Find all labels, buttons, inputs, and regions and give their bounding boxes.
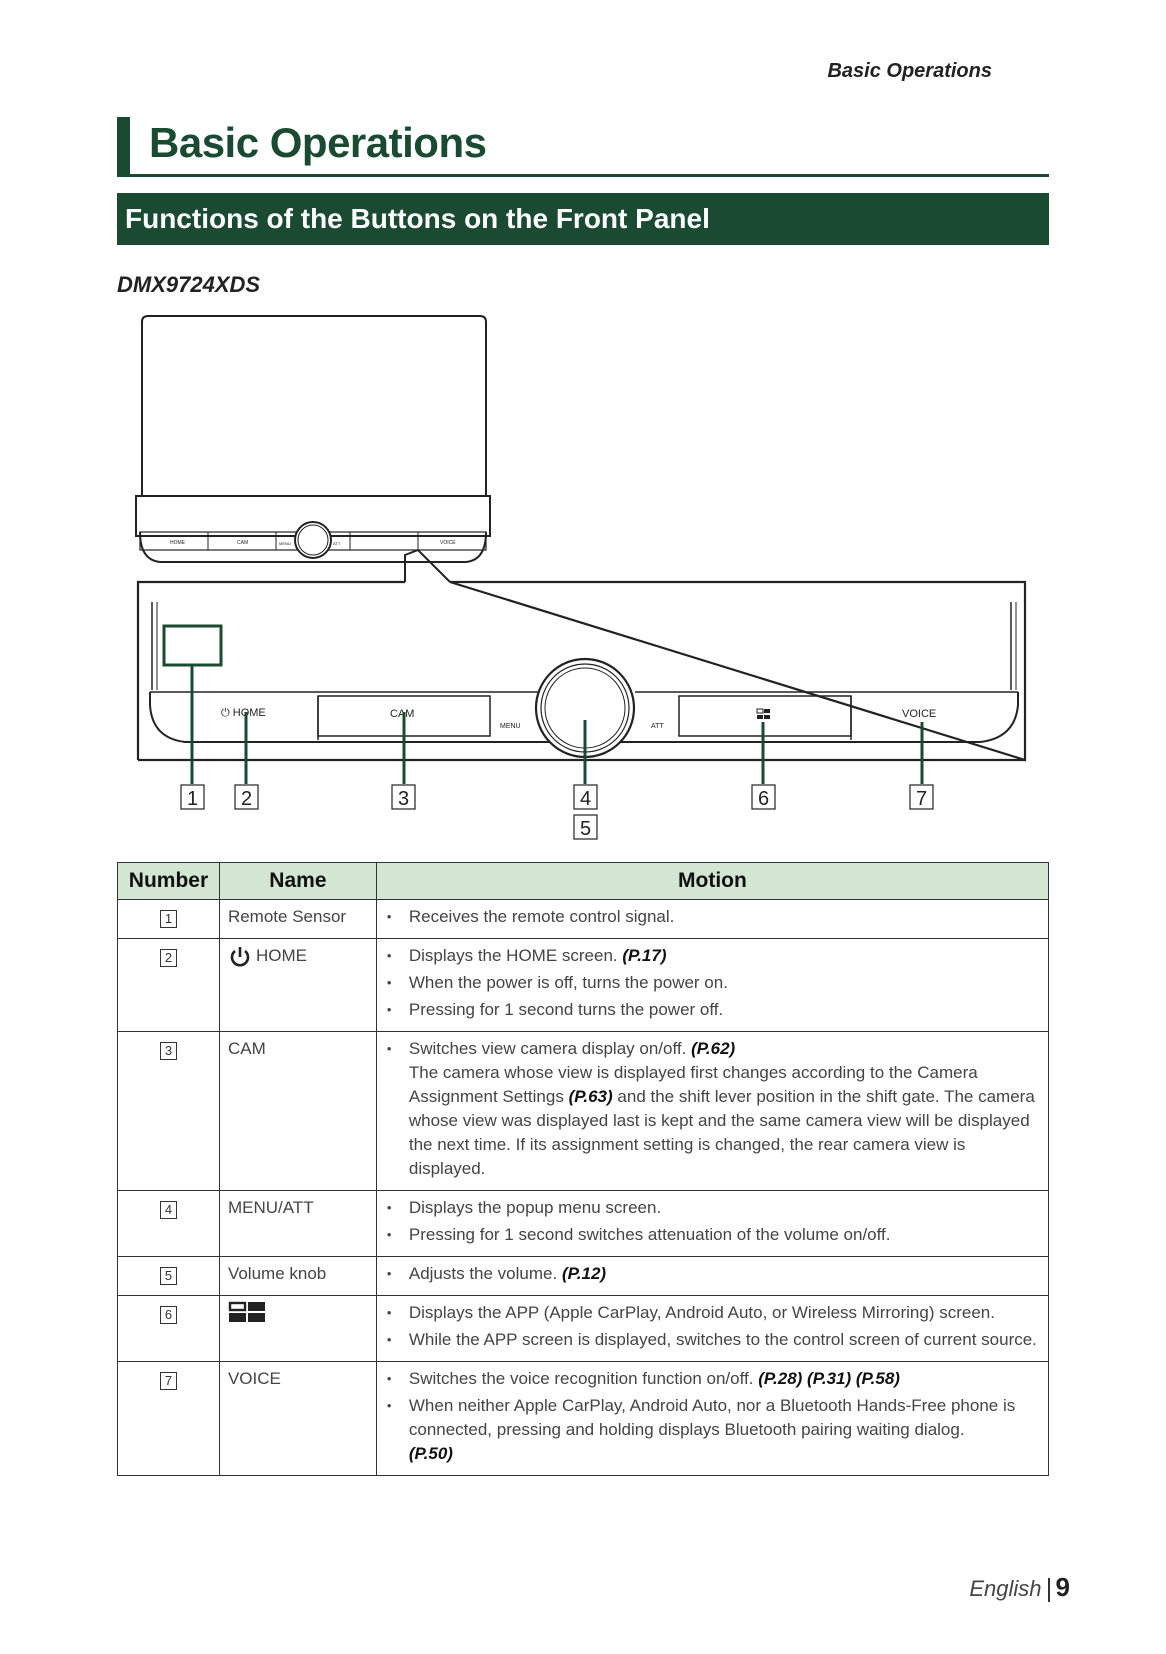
row-name: Volume knob [219, 1257, 376, 1296]
row-number: 5 [160, 1267, 177, 1285]
page-reference: (P.50) [408, 1444, 453, 1463]
zoomed-front-panel [138, 582, 1025, 760]
row-name: HOME [255, 946, 307, 965]
table-row [118, 1191, 1049, 1257]
small-voice-label: VOICE [440, 540, 456, 546]
cam-button-label: CAM [390, 708, 415, 720]
motion-item: • Switches view camera display on/off. (P.62) The camera whose view is displayed first changes according to the Camera Assignment Settings (P.63) and the shift lever position in the shift gate. The camera whose view was displayed last is kept and the same camera view will be displayed the next time. If its assignment setting is changed, the rear camera view is displayed. [385, 1037, 1040, 1181]
table-row [118, 900, 1049, 939]
page-reference: (P.28) (P.31) (P.58) [758, 1369, 900, 1388]
callout-3: 3 [397, 788, 410, 810]
row-number: 7 [160, 1372, 177, 1390]
row-number: 2 [160, 949, 177, 967]
small-att-label: ATT [333, 541, 341, 546]
row-number: 4 [160, 1201, 177, 1219]
motion-item: • Displays the HOME screen. (P.17) [385, 944, 1040, 968]
col-header-name: Name [219, 863, 376, 900]
table-row [118, 1032, 1049, 1191]
page-footer [969, 1572, 1070, 1603]
running-header: Basic Operations [827, 60, 992, 82]
footer-divider [1048, 1578, 1050, 1602]
small-cam-label: CAM [237, 540, 249, 546]
model-name: DMX9724XDS [117, 272, 261, 297]
table-row [118, 1296, 1049, 1362]
motion-item: • Pressing for 1 second switches attenuation of the volume on/off. [385, 1223, 1040, 1247]
row-name: Remote Sensor [219, 900, 376, 939]
callout-5: 5 [579, 818, 592, 840]
motion-item: • Adjusts the volume. (P.12) [385, 1262, 1040, 1286]
callout-4: 4 [579, 788, 592, 810]
page-reference: (P.62) [691, 1039, 736, 1058]
table-row [118, 939, 1049, 1032]
motion-item: • When the power is off, turns the power on. [385, 971, 1040, 995]
page-title: Basic Operations [149, 119, 487, 166]
row-name: CAM [219, 1032, 376, 1191]
menu-button-label: MENU [500, 723, 521, 730]
app-icon [228, 1301, 266, 1323]
att-button-label: ATT [651, 723, 664, 730]
callout-6: 6 [757, 788, 770, 810]
power-icon [228, 945, 252, 969]
row-number: 1 [160, 910, 177, 928]
col-header-motion: Motion [376, 863, 1048, 900]
motion-item: • Receives the remote control signal. [385, 905, 1040, 929]
row-number: 3 [160, 1042, 177, 1060]
col-header-number: Number [118, 863, 220, 900]
row-number: 6 [160, 1306, 177, 1324]
page-reference: (P.12) [561, 1264, 607, 1283]
motion-item: • Pressing for 1 second turns the power off. [385, 998, 1040, 1022]
small-menu-label: MENU [279, 541, 291, 546]
callout-1: 1 [186, 788, 199, 810]
unit-overview-illustration [136, 316, 490, 582]
table-header-row [118, 863, 1049, 900]
home-button-label: ⏻ HOME [221, 707, 266, 719]
callout-7: 7 [915, 788, 928, 810]
callout-2: 2 [240, 788, 253, 810]
button-functions-table [117, 862, 1049, 1476]
table-row [118, 1257, 1049, 1296]
voice-button-label: VOICE [902, 708, 937, 720]
page-reference: (P.63) [568, 1087, 613, 1106]
motion-item: • When neither Apple CarPlay, Android Auto, nor a Bluetooth Hands-Free phone is connected, pressing and holding displays Bluetooth pairing waiting dialog. (P.50) [385, 1394, 1040, 1466]
table-row [118, 1362, 1049, 1476]
remote-sensor-outline [164, 626, 221, 665]
motion-item: • Displays the popup menu screen. [385, 1196, 1040, 1220]
small-home-label: HOME [170, 540, 185, 546]
app-button-icon [757, 709, 770, 719]
row-name: VOICE [219, 1362, 376, 1476]
section-heading: Functions of the Buttons on the Front Panel [125, 203, 710, 234]
row-name: MENU/ATT [219, 1191, 376, 1257]
footer-language: English [969, 1576, 1042, 1601]
motion-item: • While the APP screen is displayed, switches to the control screen of current source. [385, 1328, 1040, 1352]
motion-item: • Switches the voice recognition function on/off. (P.28) (P.31) (P.58) [385, 1367, 1040, 1391]
page-number: 9 [1055, 1572, 1070, 1602]
motion-item: • Displays the APP (Apple CarPlay, Android Auto, or Wireless Mirroring) screen. [385, 1301, 1040, 1325]
page-reference: (P.17) [622, 946, 667, 965]
